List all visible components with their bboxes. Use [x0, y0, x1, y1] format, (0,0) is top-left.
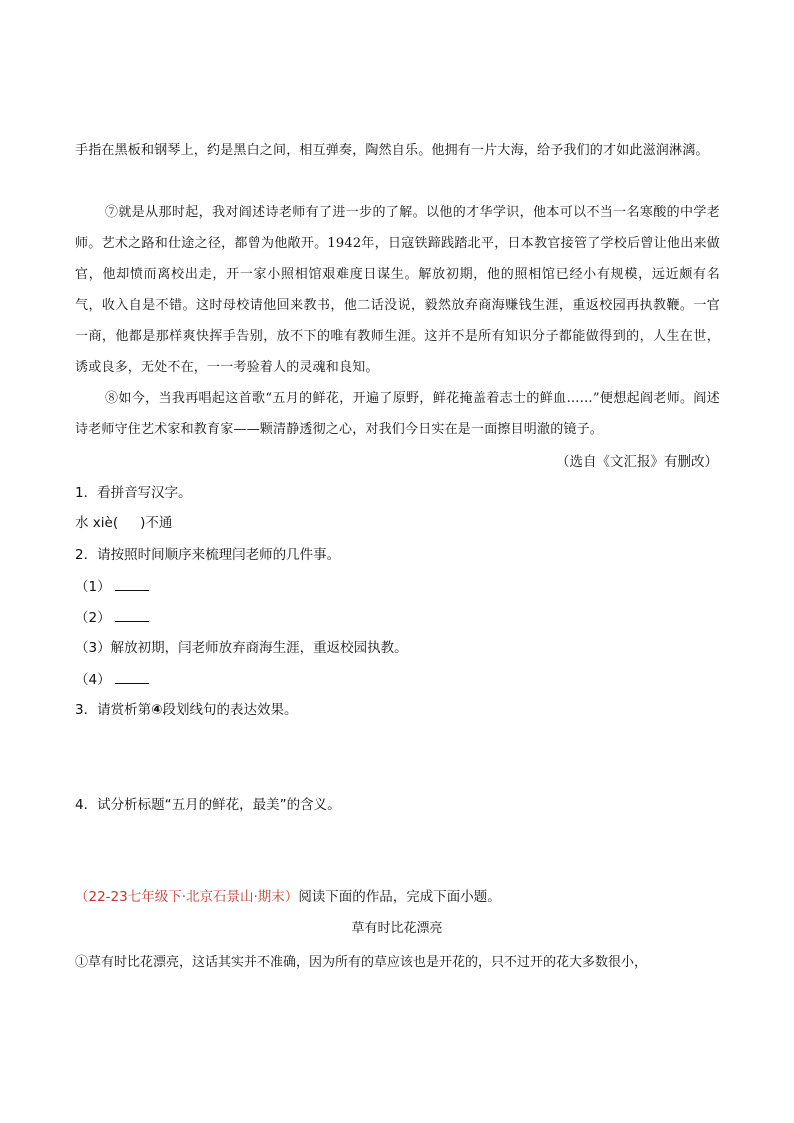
question-3 [75, 700, 298, 720]
question-2-item-3: （3）解放初期，闫老师放弃商海生涯，重返校园执教。 [75, 640, 408, 656]
question-1-item [75, 513, 172, 533]
paragraph-number: ④ [151, 702, 163, 718]
section-instruction: 阅读下面的作品，完成下面小题。 [298, 889, 501, 905]
question-1-item-prefix: 水 xiè( [75, 515, 119, 531]
answer-blank[interactable] [115, 576, 149, 591]
question-1: 1．看拼音写汉字。 [75, 485, 192, 501]
item-label: （1） [75, 579, 111, 595]
passage-paragraph-7: ⑦就是从那时起，我对阎述诗老师有了进一步的了解。以他的才华学识，他本可以不当一名寒酸的中学老师。艺术之路和仕途之径，都曾为他敞开。1942年，日寇铁蹄践踏北平，日本教官接管了学校后曾让他出来做官，他却愤而离校出走，开一家小照相馆艰难度日谋生。解放初期，他的照相馆已经小有规模，远近颇有名气，收入自是不错。这时母校请他回来教书，他二话没说，毅然放弃商海赚钱生涯，重返校园再执教鞭。一官一商，他都是那样爽快挥手告别，放不下的唯有教师生涯。这并不是所有知识分子都能做得到的，人生在世，诱或良多，无处不在，一一考验着人的灵魂和良知。 [75, 205, 720, 375]
passage-continuation: 手指在黑板和钢琴上，约是黑白之间，相互弹奏，陶然自乐。他拥有一片大海，给予我们的才如此滋润淋漓。 [75, 143, 709, 158]
answer-blank[interactable] [115, 607, 149, 622]
item-label: （4） [75, 672, 111, 688]
question-2-item-2 [75, 607, 149, 628]
item-label: （2） [75, 610, 111, 626]
article-title: 草有时比花漂亮 [351, 921, 443, 936]
question-1-item-suffix: )不通 [140, 515, 173, 531]
exam-source-tag: （22-23七年级下·北京石景山·期末） [75, 889, 299, 905]
question-3-prefix: 3．请赏析第 [75, 702, 152, 718]
section-intro [75, 887, 501, 907]
passage-source: （选自《文汇报》有删改） [556, 454, 718, 470]
question-3-suffix: 段划线句的表达效果。 [162, 702, 298, 718]
question-4: 4．试分析标题“五月的鲜花，最美”的含义。 [75, 797, 341, 813]
answer-blank[interactable] [115, 669, 149, 684]
question-2-item-1 [75, 576, 149, 597]
passage-paragraph-8: ⑧如今，当我再唱起这首歌“五月的鲜花，开遍了原野，鲜花掩盖着志士的鲜血……”便想起阎老师。阎述诗老师守住艺术家和教育家——颗清静透彻之心，对我们今日实在是一面擦目明澈的镜子。 [75, 391, 720, 437]
question-2-item-4 [75, 669, 149, 690]
question-2: 2．请按照时间顺序来梳理闫老师的几件事。 [75, 547, 341, 563]
article-paragraph-1: ①草有时比花漂亮，这话其实并不准确，因为所有的草应该也是开花的，只不过开的花大多数很小， [75, 955, 648, 970]
